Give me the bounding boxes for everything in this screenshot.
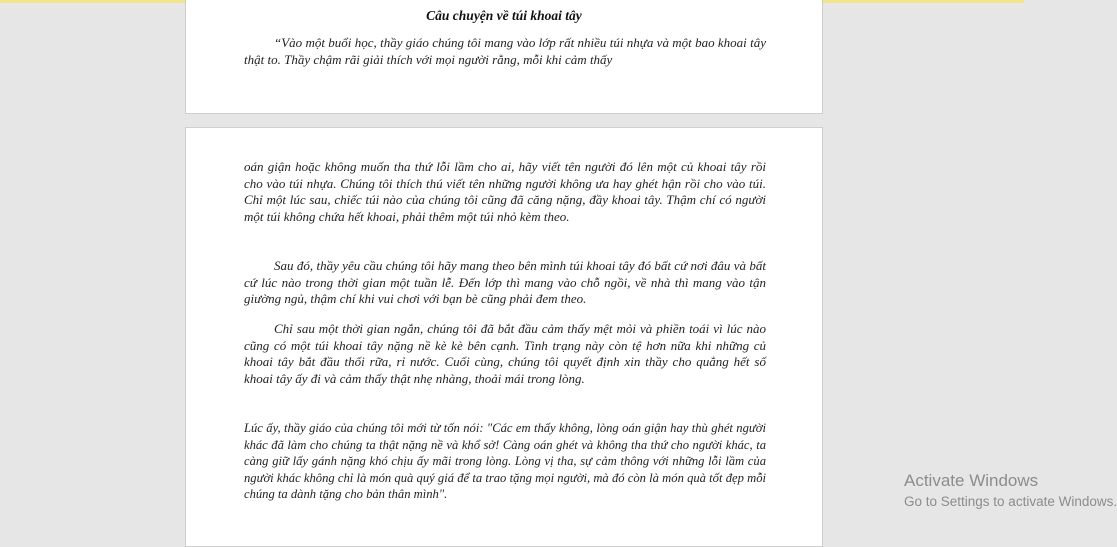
watermark-subtitle: Go to Settings to activate Windows.	[904, 494, 1117, 509]
document-page-1	[185, 0, 823, 114]
document-title: Câu chuyện về túi khoai tây	[426, 8, 582, 23]
paragraph-3: Chỉ sau một thời gian ngắn, chúng tôi đã bắt đầu cảm thấy mệt mỏi và phiền toái vì lúc nào cũng có một túi khoai tây nặng nề kè kè bên cạnh. Tình trạng này còn tệ hơn nữa khi những củ khoai tây bắt đầu thối rữa, rỉ nước. Cuối cùng, chúng tôi quyết định xin thầy cho quẳng hết số khoai tây ấy đi và cảm thấy thật nhẹ nhàng, thoải mái trong lòng.	[244, 321, 766, 386]
paragraph-2: Sau đó, thầy yêu cầu chúng tôi hãy mang theo bên mình túi khoai tây đó bất cứ nơi đâu và bất cứ lúc nào trong thời gian một tuần lễ. Đến lớp thì mang vào chỗ ngồi, về nhà thì mang vào tận giường ngủ, thậm chí khi vui chơi với bạn bè cũng phải đem theo.	[244, 258, 766, 306]
activation-watermark	[904, 470, 1117, 512]
watermark-title: Activate Windows	[904, 471, 1039, 490]
paragraph-intro: “Vào một buổi học, thầy giáo chúng tôi mang vào lớp rất nhiều túi nhựa và một bao khoai tây thật to. Thầy chậm rãi giải thích với mọi người rằng, mỗi khi cảm thấy	[244, 35, 766, 67]
document-page-2	[185, 127, 823, 547]
paragraph-1: oán giận hoặc không muốn tha thứ lỗi lầm cho ai, hãy viết tên người đó lên một củ khoai tây rồi cho vào túi nhựa. Chúng tôi thích thú viết tên những người không ưa hay ghét hận rồi cho vào túi. Chỉ một lúc sau, chiếc túi nào của chúng tôi cũng đã căng nặng, đầy khoai tây. Thậm chí có người một túi không chứa hết khoai, phải thêm một túi nhỏ kèm theo.	[244, 159, 766, 224]
paragraph-4: Lúc ấy, thầy giáo của chúng tôi mới từ tốn nói: "Các em thấy không, lòng oán giận hay thù ghét người khác đã làm cho chúng ta thật nặng nề và khổ sở! Càng oán ghét và không tha thứ cho người khác, ta càng giữ lấy gánh nặng khó chịu ấy mãi trong lòng. Lòng vị tha, sự cảm thông với những lỗi lầm của người khác không chỉ là món quà quý giá để ta trao tặng mọi người, mà đó còn là món quà tốt đẹp mỗi chúng ta dành tặng cho bản thân mình".	[244, 421, 766, 501]
